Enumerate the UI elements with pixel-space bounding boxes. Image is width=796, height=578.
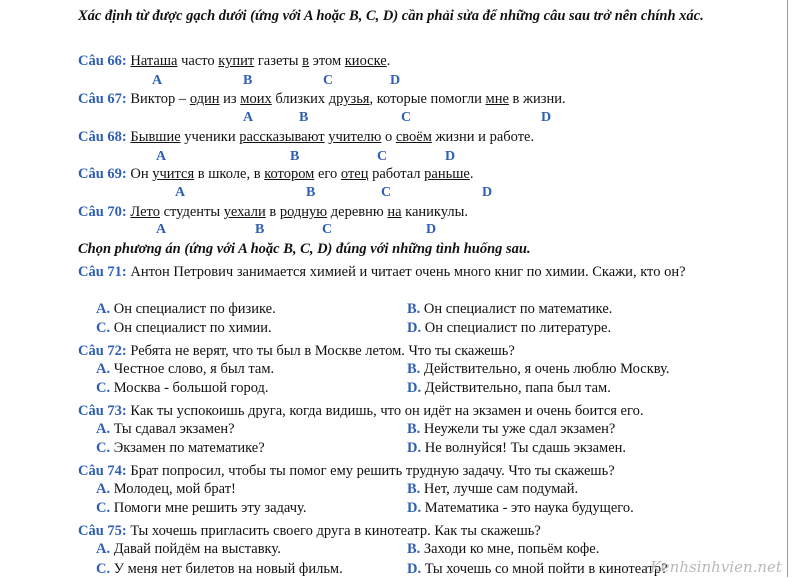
option-text: Честное слово, я был там. [110, 361, 275, 377]
answer-letter: B [290, 149, 300, 164]
underlined-word: котором [264, 166, 315, 182]
sentence-text: студенты [159, 204, 224, 220]
option-text: Неужели ты уже сдал экзамен? [420, 421, 616, 437]
underlined-word: в [302, 53, 309, 69]
underlined-word: отец [340, 166, 369, 182]
option-text: Давай пойдём на выставку. [110, 541, 281, 557]
underlined-word: киоске [344, 53, 387, 69]
watermark: Kenhsinhvien.net [650, 558, 782, 576]
sentence-text: . [386, 53, 391, 69]
option-c [96, 499, 306, 517]
option-letter: D. [407, 320, 422, 336]
sentence-text: . [469, 166, 474, 182]
option-text: Математика - это наука будущего. [421, 500, 634, 516]
underlined-word: один [189, 91, 220, 107]
sentence-text: газеты [254, 53, 303, 69]
answer-letter: C [381, 185, 392, 200]
option-text: Москва - большой город. [110, 380, 269, 396]
option-b [407, 540, 599, 558]
option-letter: B. [407, 541, 421, 557]
question-number: Câu 73: [78, 403, 127, 419]
underlined-word: учится [152, 166, 195, 182]
question-number: Câu 71: [78, 264, 127, 280]
option-b [407, 360, 670, 378]
sentence-text: работал [368, 166, 425, 182]
option-text: Он специалист по математике. [420, 301, 613, 317]
sentence-text: Он [126, 166, 153, 182]
question-number: Câu 72: [78, 343, 127, 359]
sentence-text: жизни и работе. [431, 129, 535, 145]
option-letter: D. [407, 380, 422, 396]
option-a [96, 360, 274, 378]
page-border [787, 0, 788, 577]
option-text: Действительно, я очень люблю Москву. [420, 361, 670, 377]
answer-letter: B [243, 73, 253, 88]
question-number: Câu 75: [78, 523, 127, 539]
option-c [96, 319, 272, 337]
option-letter: B. [407, 481, 421, 497]
option-d [407, 499, 634, 517]
question-text: Как ты успокоишь друга, когда видишь, что он идёт на экзамен и очень боится его. [126, 403, 644, 419]
answer-letter: D [482, 185, 493, 200]
sentence-text: , которые помогли [369, 91, 486, 107]
underlined-word: мне [485, 91, 509, 107]
option-b [407, 420, 615, 438]
option-a [96, 480, 236, 498]
question-74 [78, 462, 615, 480]
option-c [96, 560, 343, 578]
option-a [96, 540, 281, 558]
question-67 [78, 90, 566, 108]
option-text: Заходи ко мне, попьём кофе. [420, 541, 600, 557]
question-text: Брат попросил, чтобы ты помог ему решить трудную задачу. Что ты скажешь? [126, 463, 615, 479]
option-letter: A. [96, 481, 111, 497]
underlined-word: уехали [223, 204, 266, 220]
option-letter: C. [96, 440, 111, 456]
option-letter: A. [96, 361, 111, 377]
answer-letter: D [445, 149, 456, 164]
option-b [407, 300, 612, 318]
instruction-section-1: Xác định từ được gạch dưới (ứng với A hoặc B, C, D) cần phải sửa để những câu sau trở nên chính xác. [78, 8, 704, 24]
option-letter: B. [407, 301, 421, 317]
question-69 [78, 165, 473, 183]
answer-letter: A [156, 222, 167, 237]
underlined-word: родную [279, 204, 328, 220]
answer-letter: A [152, 73, 163, 88]
answer-letter: D [390, 73, 401, 88]
option-letter: C. [96, 320, 111, 336]
option-text: Ты хочешь со мной пойти в кинотеатр? [421, 561, 668, 577]
option-letter: A. [96, 541, 111, 557]
answer-letter: B [299, 110, 309, 125]
sentence-text: о [381, 129, 396, 145]
sentence-text: этом [308, 53, 345, 69]
option-c [96, 379, 269, 397]
answer-letter: A [175, 185, 186, 200]
answer-letter: C [401, 110, 412, 125]
answer-letter: D [541, 110, 552, 125]
sentence-text: близких [271, 91, 329, 107]
option-d [407, 379, 611, 397]
option-c [96, 439, 265, 457]
answer-letter: D [426, 222, 437, 237]
option-d [407, 560, 668, 578]
sentence-text: ученики [180, 129, 240, 145]
question-70 [78, 203, 468, 221]
option-d [407, 319, 611, 337]
option-letter: B. [407, 421, 421, 437]
option-letter: C. [96, 500, 111, 516]
option-letter: C. [96, 561, 111, 577]
option-letter: D. [407, 440, 422, 456]
question-text: Ты хочешь пригласить своего друга в кинотеатр. Как ты скажешь? [126, 523, 541, 539]
option-text: Помоги мне решить эту задачу. [110, 500, 307, 516]
question-number: Câu 70: [78, 204, 127, 220]
question-68 [78, 128, 534, 146]
option-text: Он специалист по литературе. [421, 320, 612, 336]
answer-letter: C [322, 222, 333, 237]
sentence-text: деревню [327, 204, 388, 220]
question-73 [78, 402, 643, 420]
answer-letter: A [156, 149, 167, 164]
option-letter: D. [407, 500, 422, 516]
question-72 [78, 342, 515, 360]
answer-letter: A [243, 110, 254, 125]
sentence-text: часто [177, 53, 219, 69]
option-a [96, 420, 235, 438]
underlined-word: Бывшие [130, 129, 181, 145]
option-text: У меня нет билетов на новый фильм. [110, 561, 343, 577]
underlined-word: учителю [328, 129, 382, 145]
underlined-word: купит [218, 53, 255, 69]
option-d [407, 439, 626, 457]
option-text: Он специалист по химии. [110, 320, 272, 336]
question-75 [78, 522, 541, 540]
question-number: Câu 66: [78, 53, 127, 69]
question-71 [78, 263, 730, 281]
option-text: Нет, лучше сам подумай. [420, 481, 579, 497]
option-text: Экзамен по математике? [110, 440, 265, 456]
sentence-text: его [314, 166, 341, 182]
option-letter: D. [407, 561, 422, 577]
question-number: Câu 74: [78, 463, 127, 479]
sentence-text: в жизни. [508, 91, 566, 107]
answer-letter: B [255, 222, 265, 237]
sentence-text: в [265, 204, 280, 220]
underlined-word: раньше [424, 166, 470, 182]
option-a [96, 300, 276, 318]
instruction-section-2: Chọn phương án (ứng với A hoặc B, C, D) đúng với những tình huống sau. [78, 241, 531, 257]
option-text: Действительно, папа был там. [421, 380, 611, 396]
underlined-word: на [387, 204, 402, 220]
option-letter: B. [407, 361, 421, 377]
option-letter: C. [96, 380, 111, 396]
question-number: Câu 67: [78, 91, 127, 107]
option-text: Ты сдавал экзамен? [110, 421, 235, 437]
option-text: Молодец, мой брат! [110, 481, 236, 497]
underlined-word: своём [395, 129, 432, 145]
answer-letter: C [323, 73, 334, 88]
underlined-word: Наташа [130, 53, 178, 69]
answer-letter: B [306, 185, 316, 200]
option-text: Не волнуйся! Ты сдашь экзамен. [421, 440, 627, 456]
sentence-text: каникулы. [401, 204, 468, 220]
option-letter: A. [96, 301, 111, 317]
option-text: Он специалист по физике. [110, 301, 276, 317]
question-text: Антон Петрович занимается химией и читает очень много книг по химии. Скажи, кто он? [126, 264, 686, 280]
answer-letter: C [377, 149, 388, 164]
underlined-word: рассказывают [239, 129, 325, 145]
underlined-word: друзья [328, 91, 370, 107]
underlined-word: моих [240, 91, 272, 107]
question-number: Câu 68: [78, 129, 127, 145]
question-text: Ребята не верят, что ты был в Москве летом. Что ты скажешь? [126, 343, 515, 359]
option-b [407, 480, 578, 498]
underlined-word: Лето [130, 204, 160, 220]
question-66 [78, 52, 390, 70]
question-number: Câu 69: [78, 166, 127, 182]
option-letter: A. [96, 421, 111, 437]
sentence-text: из [219, 91, 241, 107]
sentence-text: Виктор – [126, 91, 190, 107]
sentence-text: в школе, в [194, 166, 265, 182]
